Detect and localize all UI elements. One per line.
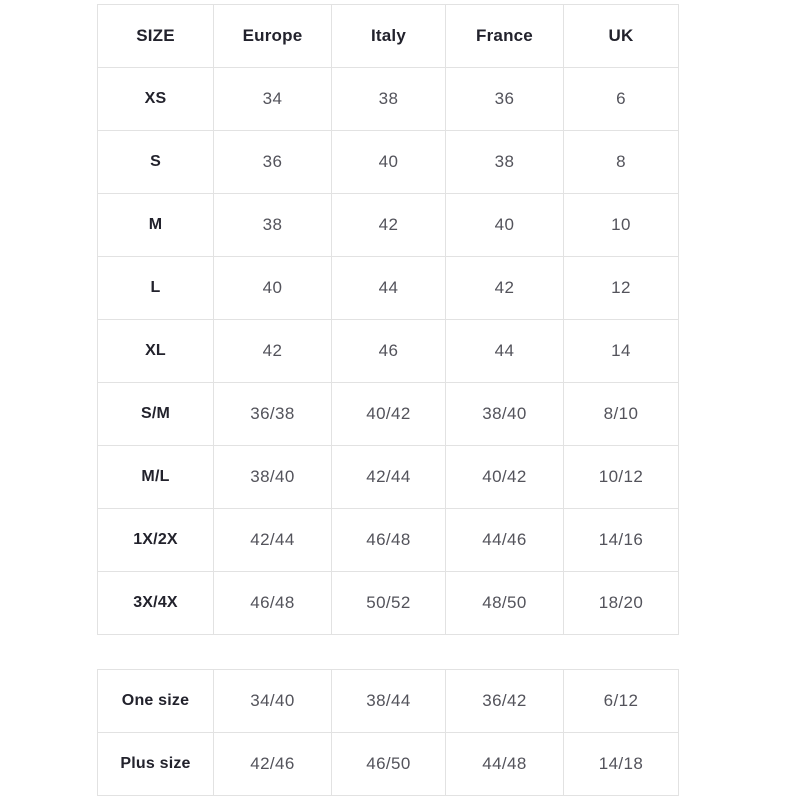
table-row — [98, 670, 679, 733]
header-cell: Europe — [214, 5, 332, 68]
size-value-cell: 38/40 — [214, 446, 332, 509]
table-row — [98, 194, 679, 257]
size-value-cell: 38 — [332, 68, 446, 131]
size-value-cell: 46/48 — [332, 509, 446, 572]
size-value-cell: 36/38 — [214, 383, 332, 446]
size-value-cell: 42/44 — [332, 446, 446, 509]
size-value-cell: 44/46 — [446, 509, 564, 572]
size-value-cell: 14/18 — [564, 733, 679, 796]
size-label-cell: XL — [98, 320, 214, 383]
table-row — [98, 509, 679, 572]
special-sizes-table-body — [98, 670, 679, 796]
size-label-cell: One size — [98, 670, 214, 733]
size-value-cell: 38 — [446, 131, 564, 194]
header-cell: UK — [564, 5, 679, 68]
table-row — [98, 572, 679, 635]
size-label-cell: S — [98, 131, 214, 194]
size-value-cell: 38 — [214, 194, 332, 257]
size-value-cell: 40/42 — [446, 446, 564, 509]
table-row — [98, 446, 679, 509]
size-value-cell: 36 — [214, 131, 332, 194]
size-value-cell: 48/50 — [446, 572, 564, 635]
size-value-cell: 18/20 — [564, 572, 679, 635]
size-value-cell: 10 — [564, 194, 679, 257]
size-value-cell: 42 — [214, 320, 332, 383]
size-label-cell: XS — [98, 68, 214, 131]
size-value-cell: 42 — [446, 257, 564, 320]
size-value-cell: 44 — [446, 320, 564, 383]
size-value-cell: 8/10 — [564, 383, 679, 446]
size-label-cell: Plus size — [98, 733, 214, 796]
size-value-cell: 50/52 — [332, 572, 446, 635]
header-cell: France — [446, 5, 564, 68]
size-value-cell: 44 — [332, 257, 446, 320]
header-row — [98, 5, 679, 68]
size-value-cell: 34/40 — [214, 670, 332, 733]
size-value-cell: 12 — [564, 257, 679, 320]
size-conversion-chart — [97, 4, 678, 796]
size-value-cell: 42 — [332, 194, 446, 257]
size-value-cell: 40/42 — [332, 383, 446, 446]
size-value-cell: 14 — [564, 320, 679, 383]
size-conversion-table-body — [98, 5, 679, 635]
table-row — [98, 733, 679, 796]
size-value-cell: 46/48 — [214, 572, 332, 635]
size-label-cell: 1X/2X — [98, 509, 214, 572]
special-sizes-table — [97, 669, 679, 796]
size-label-cell: S/M — [98, 383, 214, 446]
size-value-cell: 10/12 — [564, 446, 679, 509]
table-row — [98, 257, 679, 320]
size-label-cell: L — [98, 257, 214, 320]
size-value-cell: 8 — [564, 131, 679, 194]
table-row — [98, 68, 679, 131]
size-conversion-table — [97, 4, 679, 635]
size-value-cell: 40 — [446, 194, 564, 257]
size-label-cell: 3X/4X — [98, 572, 214, 635]
header-cell: Italy — [332, 5, 446, 68]
table-row — [98, 131, 679, 194]
size-label-cell: M/L — [98, 446, 214, 509]
size-value-cell: 46/50 — [332, 733, 446, 796]
size-value-cell: 38/40 — [446, 383, 564, 446]
size-label-cell: M — [98, 194, 214, 257]
size-value-cell: 6/12 — [564, 670, 679, 733]
size-value-cell: 42/46 — [214, 733, 332, 796]
size-value-cell: 40 — [214, 257, 332, 320]
size-value-cell: 42/44 — [214, 509, 332, 572]
table-row — [98, 383, 679, 446]
size-value-cell: 34 — [214, 68, 332, 131]
size-value-cell: 6 — [564, 68, 679, 131]
size-value-cell: 46 — [332, 320, 446, 383]
size-value-cell: 44/48 — [446, 733, 564, 796]
size-value-cell: 38/44 — [332, 670, 446, 733]
size-value-cell: 40 — [332, 131, 446, 194]
size-value-cell: 14/16 — [564, 509, 679, 572]
size-value-cell: 36 — [446, 68, 564, 131]
table-row — [98, 320, 679, 383]
header-cell: SIZE — [98, 5, 214, 68]
size-value-cell: 36/42 — [446, 670, 564, 733]
